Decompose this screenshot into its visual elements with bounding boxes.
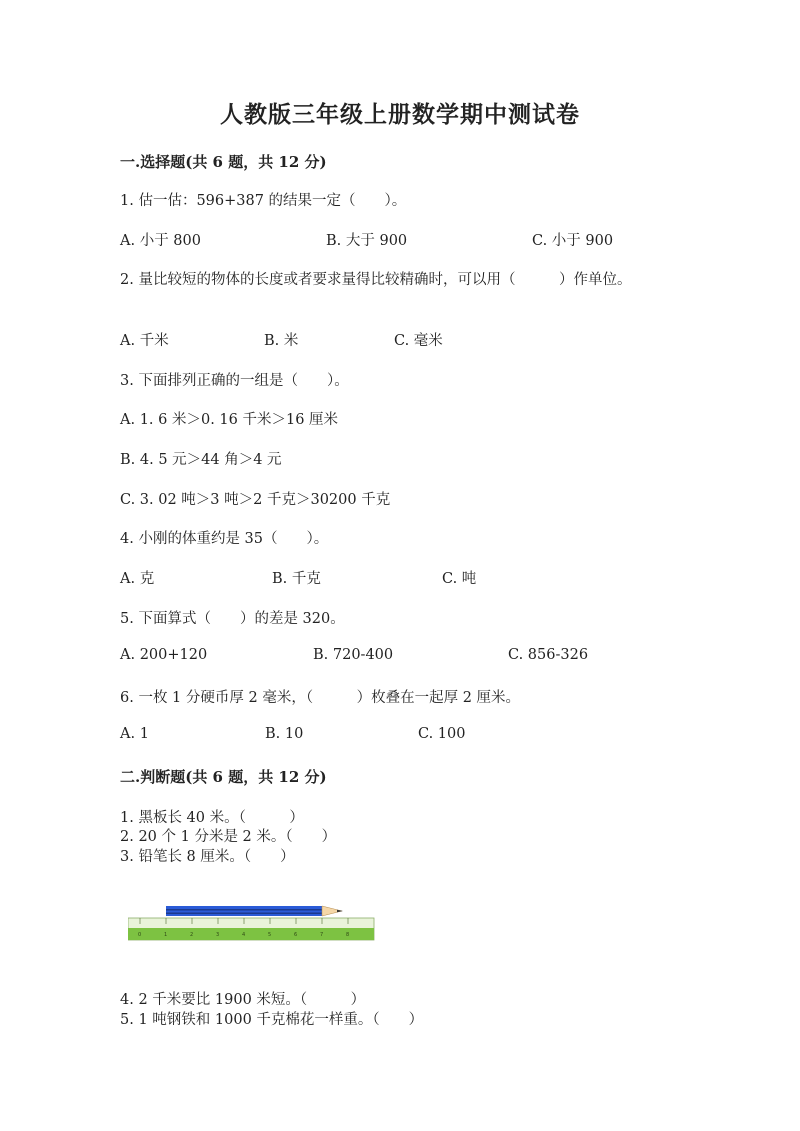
judge-item-4: 4. 2 千米要比 1900 米短。（ ） xyxy=(120,992,366,1008)
q2-option-c: C. 毫米 xyxy=(394,333,443,349)
q5-option-a: A. 200+120 xyxy=(120,647,208,663)
q5-option-c: C. 856-326 xyxy=(508,647,589,663)
q4-option-b: B. 千克 xyxy=(272,571,321,587)
judge-item-1: 1. 黑板长 40 米。（ ） xyxy=(120,810,304,826)
pencil-lead xyxy=(337,910,343,913)
q1-option-c: C. 小于 900 xyxy=(532,233,614,249)
question-5: 5. 下面算式（ ）的差是 320。 xyxy=(120,611,345,627)
q3-option-a: A. 1. 6 米＞0. 16 千米＞16 厘米 xyxy=(120,412,339,428)
q5-option-b: B. 720-400 xyxy=(313,647,394,663)
section-choice-heading: 一.选择题(共 6 题，共 12 分) xyxy=(120,153,327,171)
q3-option-c: C. 3. 02 吨＞3 吨＞2 千克＞30200 千克 xyxy=(120,492,391,508)
svg-text:0: 0 xyxy=(138,932,142,938)
q6-option-b: B. 10 xyxy=(265,726,304,742)
svg-text:2: 2 xyxy=(190,932,194,938)
question-2: 2. 量比较短的物体的长度或者要求量得比较精确时，可以用（ ）作单位。 xyxy=(120,272,632,288)
question-3: 3. 下面排列正确的一组是（ ）。 xyxy=(120,373,349,389)
question-1: 1. 估一估：596+387 的结果一定（ ）。 xyxy=(120,193,407,209)
question-4: 4. 小刚的体重约是 35（ ）。 xyxy=(120,531,329,547)
exam-title: 人教版三年级上册数学期中测试卷 xyxy=(220,101,580,128)
svg-text:7: 7 xyxy=(320,932,324,938)
pencil-stripe xyxy=(166,909,322,911)
pencil-stripe-2 xyxy=(166,913,322,915)
q2-option-b: B. 米 xyxy=(264,333,299,349)
q4-option-c: C. 吨 xyxy=(442,571,477,587)
section-judge-heading: 二.判断题(共 6 题，共 12 分) xyxy=(120,768,327,786)
judge-item-5: 5. 1 吨钢铁和 1000 千克棉花一样重。（ ） xyxy=(120,1012,424,1028)
svg-text:4: 4 xyxy=(242,932,246,938)
q1-option-a: A. 小于 800 xyxy=(120,233,201,249)
q2-option-a: A. 千米 xyxy=(120,333,169,349)
q4-option-a: A. 克 xyxy=(120,571,155,587)
q6-option-c: C. 100 xyxy=(418,726,466,742)
svg-text:8: 8 xyxy=(346,932,350,938)
q1-option-b: B. 大于 900 xyxy=(326,233,408,249)
svg-text:1: 1 xyxy=(164,932,168,938)
judge-item-3: 3. 铅笔长 8 厘米。（ ） xyxy=(120,849,295,865)
judge-item-2: 2. 20 个 1 分米是 2 米。（ ） xyxy=(120,829,337,845)
q6-option-a: A. 1 xyxy=(120,726,149,742)
q3-option-b: B. 4. 5 元＞44 角＞4 元 xyxy=(120,452,282,468)
question-6: 6. 一枚 1 分硬币厚 2 毫米，（ ）枚叠在一起厚 2 厘米。 xyxy=(120,690,521,706)
ruler-pencil-figure xyxy=(128,898,376,942)
pencil-body xyxy=(166,906,322,916)
svg-text:5: 5 xyxy=(268,932,272,938)
svg-text:3: 3 xyxy=(216,932,220,938)
svg-text:6: 6 xyxy=(294,932,298,938)
